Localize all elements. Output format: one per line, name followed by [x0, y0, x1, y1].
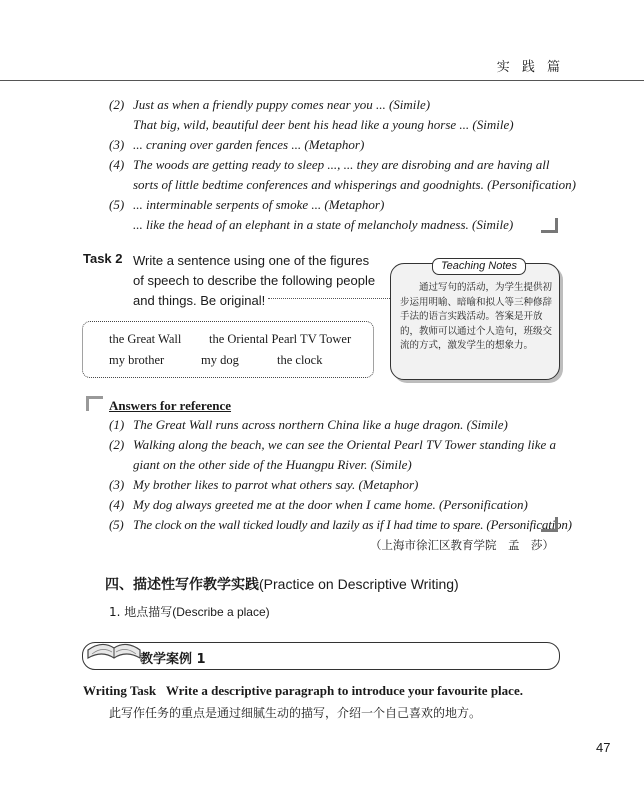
writing-task-description: 此写作任务的重点是通过细腻生动的描写，介绍一个自己喜欢的地方。 — [109, 706, 482, 720]
example-line: (3) ... craning over garden fences ... (Metaphor) — [109, 137, 365, 152]
example-line: sorts of little bedtime conferences and whisperings and goodnights. (Personification) — [133, 177, 576, 192]
answer-line: (1) The Great Wall runs across northern China like a huge dragon. (Simile) — [109, 417, 508, 432]
open-book-icon — [84, 628, 144, 672]
item-my-brother: my brother — [109, 353, 165, 367]
answer-line: (3) My brother likes to parrot what others say. (Metaphor) — [109, 477, 419, 492]
item-great-wall: the Great Wall — [109, 332, 182, 346]
item-oriental-pearl: the Oriental Pearl TV Tower — [209, 332, 352, 346]
page-number: 47 — [596, 740, 611, 755]
teaching-notes-title: Teaching Notes — [432, 258, 526, 275]
subsection-heading: 1. 地点描写(Describe a place) — [109, 605, 270, 619]
task2-instructions: Write a sentence using one of the figures of speech to describe the following people and things. Be original! — [133, 253, 376, 308]
answer-line: giant on the other side of the Huangpu River. (Simile) — [133, 457, 412, 472]
answers-title: Answers for reference — [109, 398, 232, 413]
task2-label: Task 2 — [83, 251, 123, 266]
leader-dotted-line — [268, 298, 396, 299]
example-line: (5) ... interminable serpents of smoke ... (Metaphor) — [109, 197, 385, 212]
teaching-notes-text: 通过写句的活动，为学生提供初步运用明喻、暗喻和拟人等三种修辞手法的语言实践活动。答案是开放的，教师可以通过个人造句，班级交流的方式，激发学生的想象力。 — [400, 282, 553, 351]
section-heading: 四、描述性写作教学实践(Practice on Descriptive Writing) — [105, 576, 459, 593]
running-header: 实 践 篇 — [496, 60, 564, 75]
author-attribution: （上海市徐汇区教育学院 孟 莎） — [370, 538, 554, 552]
example-line: That big, wild, beautiful deer bent his head like a young horse ... (Simile) — [133, 117, 514, 132]
answer-line: (2) Walking along the beach, we can see the Oriental Pearl TV Tower standing like a — [109, 437, 557, 452]
answer-line: (4) My dog always greeted me at the door when I came home. (Personification) — [109, 497, 528, 512]
item-my-dog: my dog — [201, 353, 239, 367]
case-title: 教学案例 1 — [140, 652, 206, 667]
writing-task: Writing Task Write a descriptive paragraph to introduce your favourite place. — [83, 683, 523, 698]
example-line: (2) Just as when a friendly puppy comes near you ... (Simile) — [109, 97, 431, 112]
answer-line: (5) The clock on the wall ticked loudly and lazily as if I had time to spare. (Personification) — [109, 517, 572, 532]
corner-bracket — [541, 218, 558, 233]
example-line: ... like the head of an elephant in a state of melancholy madness. (Simile) — [133, 217, 514, 232]
example-line: (4) The woods are getting ready to sleep ..., ... they are disrobing and are having all — [109, 157, 550, 172]
header-rule — [0, 80, 644, 81]
items-box — [82, 321, 374, 378]
corner-bracket — [541, 517, 558, 532]
item-the-clock: the clock — [277, 353, 323, 367]
corner-bracket — [86, 396, 103, 411]
